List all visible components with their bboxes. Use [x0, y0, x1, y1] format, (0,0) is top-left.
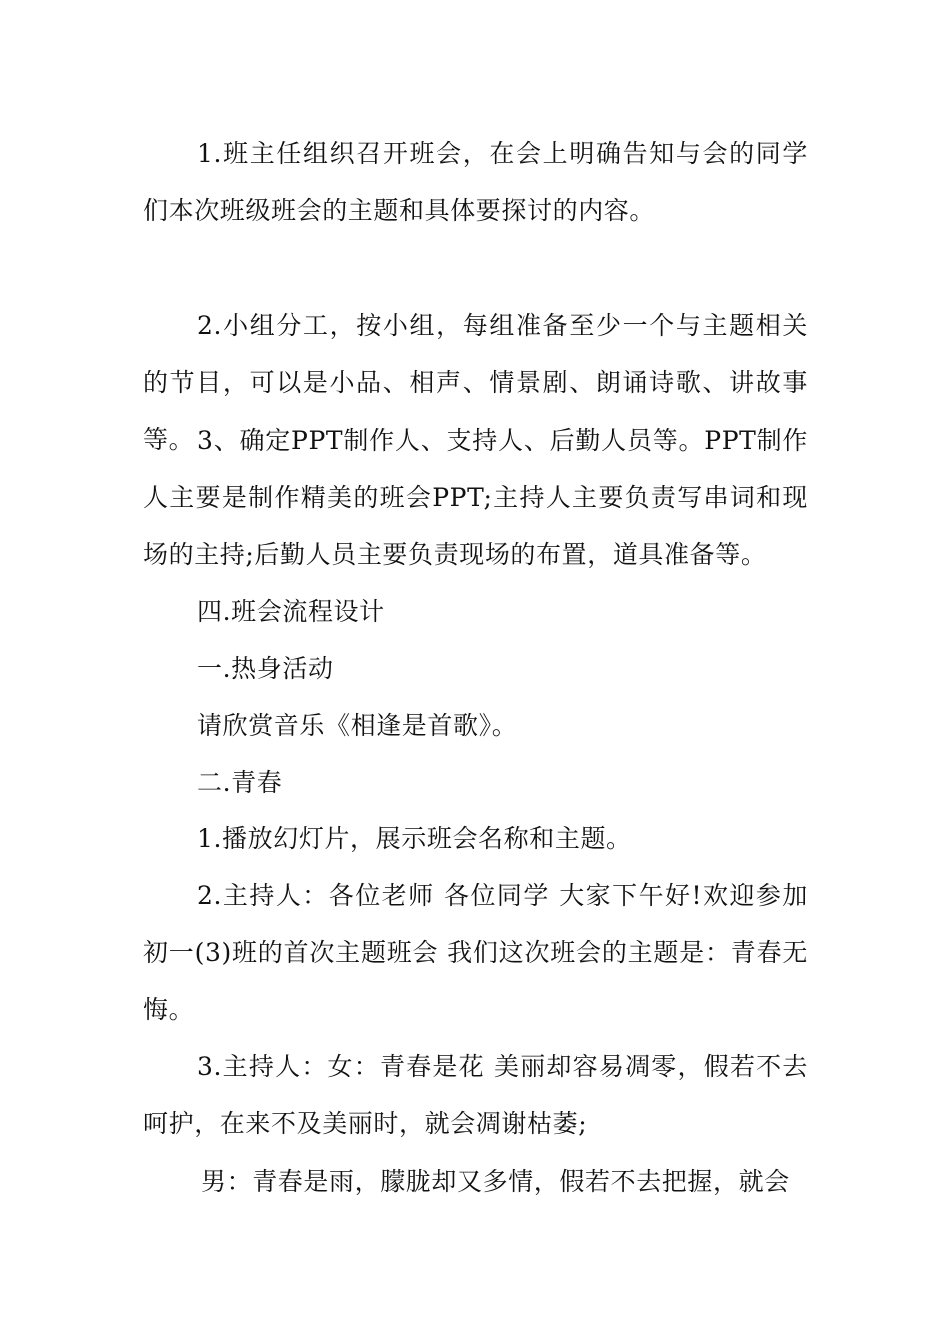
paragraph-group-division: 2.小组分工，按小组，每组准备至少一个与主题相关的节目，可以是小品、相声、情景剧、朗诵诗歌、讲故事等。	[143, 311, 808, 454]
paragraph-host-male: 男：青春是雨，朦胧却又多情，假若不去把握，就会	[201, 1167, 790, 1196]
paragraph-assign-roles: 3、确定PPT制作人、支持人、后勤人员等。PPT制作人主要是制作精美的班会PPT;主持人主要负责写串词和现场的主持;后勤人员主要负责现场的布置，道具准备等。	[143, 426, 808, 569]
paragraph-slides: 1.播放幻灯片，展示班会名称和主题。	[197, 824, 632, 853]
paragraph-host-welcome: 2.主持人：各位老师 各位同学 大家下午好!欢迎参加初一(3)班的首次主题班会 我们这次班会的主题是：青春无悔。	[143, 881, 808, 1024]
paragraph-host-female: 3.主持人：女：青春是花 美丽却容易凋零，假若不去呵护，在来不及美丽时，就会凋谢枯萎;	[143, 1052, 808, 1138]
paragraph-organize-meeting: 1.班主任组织召开班会，在会上明确告知与会的同学们本次班级班会的主题和具体要探讨的内容。	[143, 139, 808, 225]
paragraph-music: 请欣赏音乐《相逢是首歌》。	[197, 711, 518, 740]
subheading-youth: 二.青春	[197, 768, 283, 797]
section-heading-process-design: 四.班会流程设计	[197, 597, 385, 626]
subheading-warm-up: 一.热身活动	[197, 654, 334, 683]
